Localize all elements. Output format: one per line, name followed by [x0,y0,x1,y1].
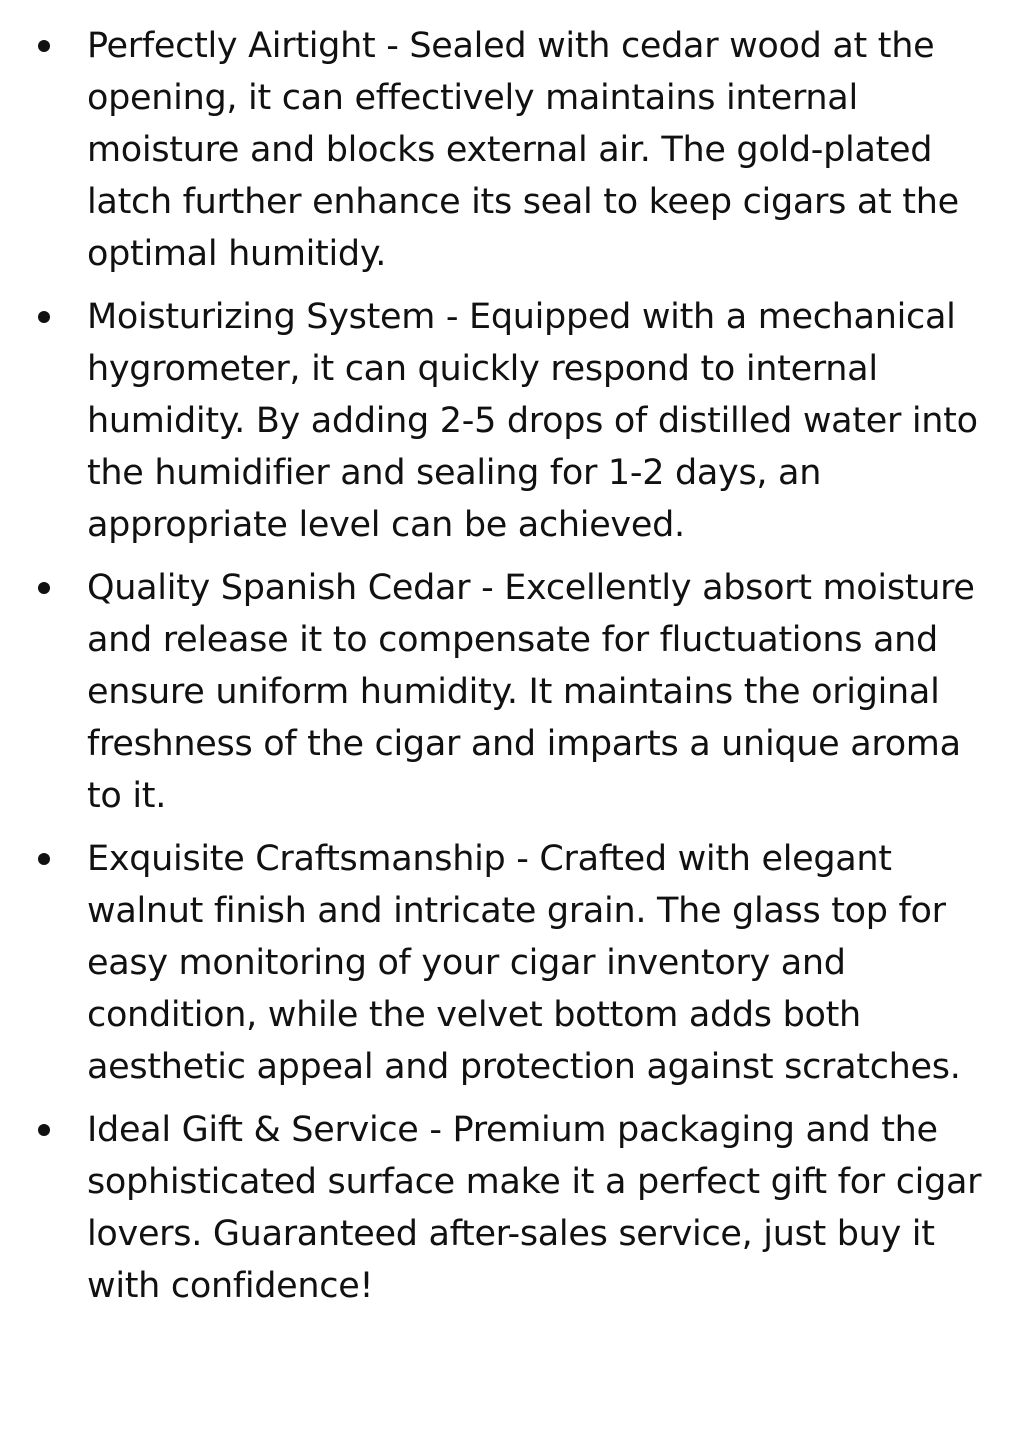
feature-bullet-craftsmanship [0,833,991,1093]
feature-bullet-text: Perfectly Airtight - Sealed with cedar wood at the opening, it can effectively maintains internal moisture and blocks external air. The gold-plated latch further enhance its seal to keep cigars at the optimal humitidy. [87,26,959,274]
feature-bullet-text: Ideal Gift & Service - Premium packaging and the sophisticated surface make it a perfect gift for cigar lovers. Guaranteed after-sales service, just buy it with confidence! [87,1110,982,1306]
bullet-dot-icon [38,40,50,52]
feature-bullet-text: Moisturizing System - Equipped with a mechanical hygrometer, it can quickly respond to internal humidity. By adding 2-5 drops of distilled water into the humidifier and sealing for 1-2 days, an appropriate level can be achieved. [87,297,978,545]
bullet-dot-icon [38,1124,50,1136]
feature-bullet-text: Exquisite Craftsmanship - Crafted with elegant walnut finish and intricate grain. The glass top for easy monitoring of your cigar inventory and condition, while the velvet bottom adds both aesthetic appeal and protection against scratches. [87,839,961,1087]
bullet-dot-icon [38,582,50,594]
feature-bullet-moisturizing [0,291,991,551]
feature-bullet-cedar [0,562,991,822]
bullet-dot-icon [38,853,50,865]
feature-bullet-gift [0,1104,991,1312]
bullet-dot-icon [38,311,50,323]
feature-bullet-text: Quality Spanish Cedar - Excellently absort moisture and release it to compensate for fluctuations and ensure uniform humidity. It maintains the original freshness of the cigar and imparts a unique aroma to it. [87,568,975,816]
feature-bullet-airtight [0,20,991,280]
